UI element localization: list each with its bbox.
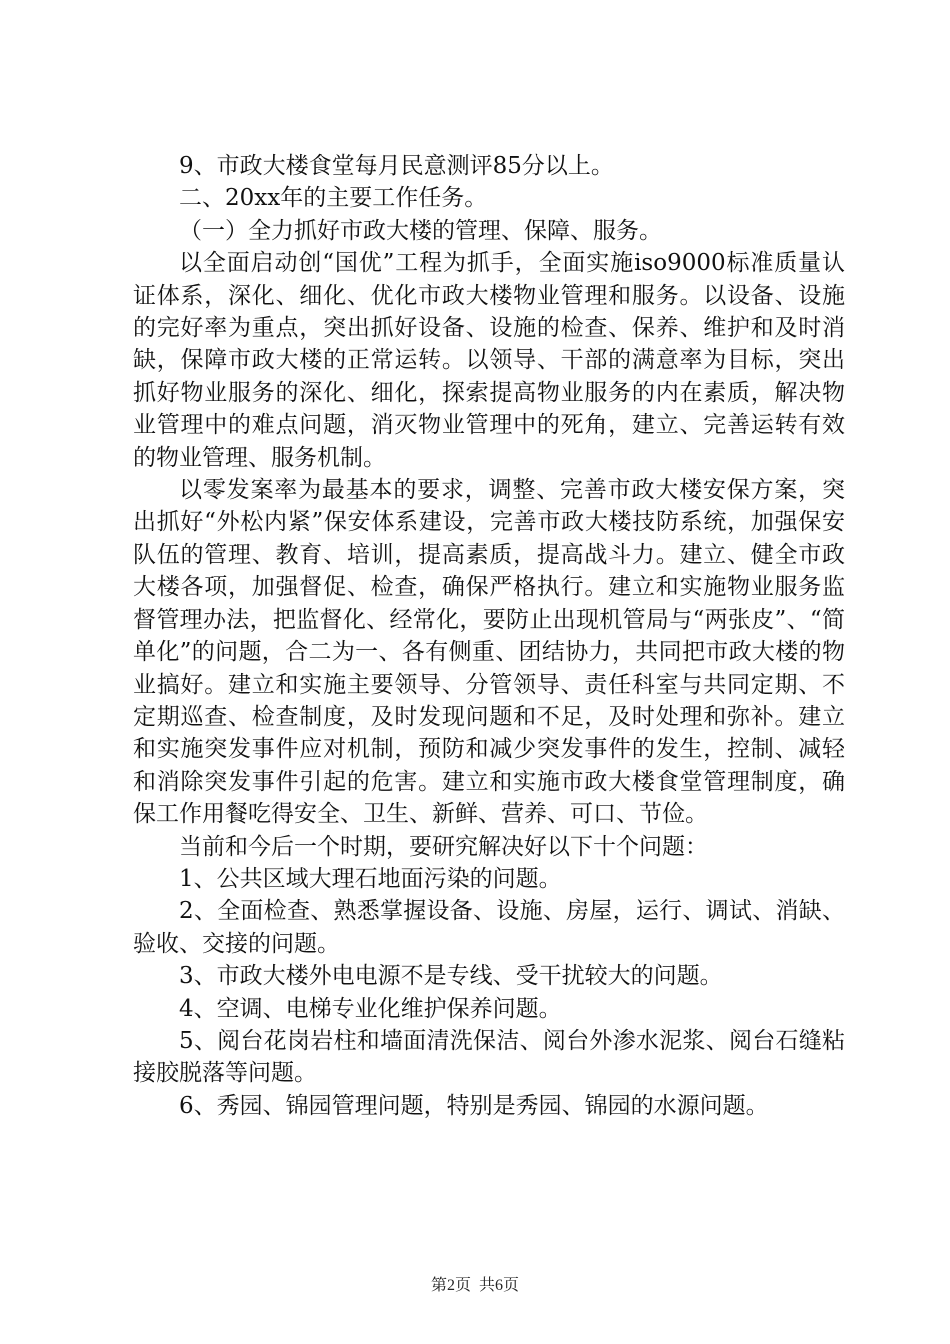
page-total: 共6页 [479,1277,520,1294]
issue-item-6: 6、秀园、锦园管理问题，特别是秀园、锦园的水源问题。 [179,1092,769,1119]
issue-item-5: 5、阅台花岗岩柱和墙面清洗保洁、阅台外渗水泥浆、阅台石缝粘接胶脱落等问题。 [133,1027,845,1087]
subsection-heading-management: （一）全力抓好市政大楼的管理、保障、服务。 [179,217,662,244]
issue-item-1: 1、公共区域大理石地面污染的问题。 [179,865,562,892]
issue-item-4: 4、空调、电梯专业化维护保养问题。 [179,995,562,1022]
page-number: 第2页 [430,1277,471,1294]
page-footer [0,1272,950,1295]
section-heading-main-tasks: 二、20xx年的主要工作任务。 [179,185,488,212]
paragraph-security: 以零发案率为最基本的要求，调整、完善市政大楼安保方案，突出抓好“外松内紧”保安体系建设，完善市政大楼技防系统，加强保安队伍的管理、教育、培训，提高素质，提高战斗力。建立、健全市政大楼各项，加强督促、检查，确保严格执行。建立和实施物业服务监督管理办法，把监督化、经常化，要防止出现机管局与“两张皮”、“简单化”的问题，合二为一、各有侧重、团结协力，共同把市政大楼的物业搞好。建立和实施主要领导、分管领导、责任科室与共同定期、不定期巡查、检查制度，及时发现问题和不足，及时处理和弥补。建立和实施突发事件应对机制，预防和减少突发事件的发生，控制、减轻和消除突发事件引起的危害。建立和实施市政大楼食堂管理制度，确保工作用餐吃得安全、卫生、新鲜、营养、可口、节俭。 [133,477,845,828]
issue-item-3: 3、市政大楼外电电源不是专线、受干扰较大的问题。 [179,963,723,990]
paragraph-item-9: 9、市政大楼食堂每月民意测评85分以上。 [179,153,614,179]
issue-item-2: 2、全面检查、熟悉掌握设备、设施、房屋，运行、调试、消缺、验收、交接的问题。 [133,898,845,957]
paragraph-property-management: 以全面启动创“国优”工程为抓手，全面实施iso9000标准质量认证体系，深化、细化、优化市政大楼物业管理和服务。以设备、设施的完好率为重点，突出抓好设备、设施的检查、保养、维护和及时消缺，保障市政大楼的正常运转。以领导、干部的满意率为目标，突出抓好物业服务的深化、细化，探索提高物业服务的内在素质，解决物业管理中的难点问题，消灭物业管理中的死角，建立、完善运转有效的物业管理、服务机制。 [133,250,845,471]
document-body [133,150,845,1122]
paragraph-ten-issues-intro: 当前和今后一个时期，要研究解决好以下十个问题： [179,833,708,860]
